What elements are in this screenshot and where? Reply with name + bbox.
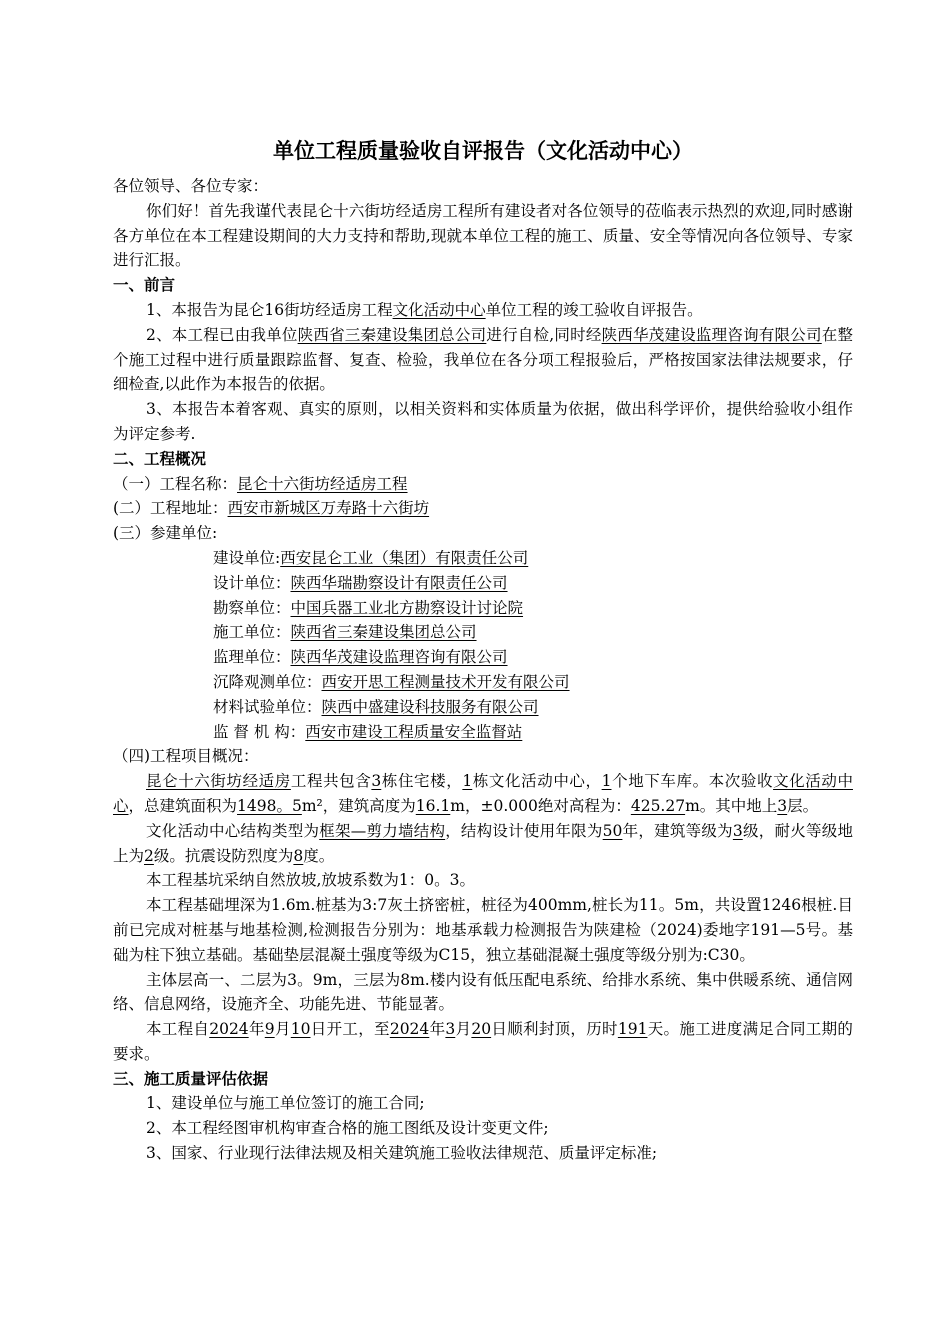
unit-row: 沉降观测单位：西安开思工程测量技术开发有限公司 bbox=[213, 672, 570, 691]
section2-heading: 二、工程概况 bbox=[113, 449, 207, 468]
section1-heading: 一、前言 bbox=[113, 276, 176, 295]
overview-paragraph-5: 主体层高一、二层为3。9m，三层为8m.楼内设有低压配电系统、给排水系统、集中供暖系统、通信网络、信息网络，设施齐全、功能先进、节能显著。 bbox=[113, 970, 853, 1014]
section1-item-1: 1、本报告为昆仑16街坊经适房工程文化活动中心单位工程的竣工验收自评报告。 bbox=[146, 300, 703, 319]
overview-paragraph-3: 本工程基坑采纳自然放坡,放坡系数为1：0。3。 bbox=[146, 871, 476, 890]
project-name: （一）工程名称：昆仑十六街坊经适房工程 bbox=[113, 474, 408, 493]
project-address: (二）工程地址：西安市新城区万寿路十六街坊 bbox=[113, 499, 430, 518]
unit-row: 施工单位：陕西省三秦建设集团总公司 bbox=[213, 623, 477, 642]
unit-row: 建设单位:西安昆仑工业（集团）有限责任公司 bbox=[213, 548, 529, 567]
section1-item-2: 2、本工程已由我单位陕西省三秦建设集团总公司进行自检,同时经陕西华茂建设监理咨询有限公司在整个施工过程中进行质量跟踪监督、复查、检验，我单位在各分项工程报验后，严格按国家法律法规要求，仔细检查,以此作为本报告的依据。 bbox=[113, 325, 853, 394]
overview-paragraph-4: 本工程基础埋深为1.6m.桩基为3:7灰土挤密桩，桩径为400mm,桩长为11。5m，共设置1246根桩.目前已完成对桩基与地基检测,检测报告分别为：地基承载力检测报告为陕建检（2024)委地字191—5号。基础为柱下独立基础。基础垫层混凝土强度等级为C15，独立基础混凝土强度等级分别为:C30。 bbox=[113, 896, 853, 964]
section1-item-3: 3、本报告本着客观、真实的原则，以相关资料和实体质量为依据，做出科学评价，提供给验收小组作为评定参考. bbox=[113, 400, 853, 443]
unit-row: 勘察单位：中国兵器工业北方勘察设计讨论院 bbox=[213, 598, 524, 617]
overview-label: （四)工程项目概况： bbox=[113, 747, 259, 766]
overview-paragraph-1: 昆仑十六街坊经适房工程共包含3栋住宅楼，1栋文化活动中心，1个地下车库。本次验收文化活动中心，总建筑面积为1498。5m²，建筑高度为16.1m，±0.000绝对高程为：425.27m。其中地上3层。 bbox=[113, 772, 853, 815]
unit-row: 材料试验单位：陕西中盛建设科技服务有限公司 bbox=[213, 697, 539, 716]
section3-heading: 三、施工质量评估依据 bbox=[113, 1069, 269, 1088]
unit-row: 设计单位：陕西华瑞勘察设计有限责任公司 bbox=[213, 573, 508, 592]
unit-row: 监理单位：陕西华茂建设监理咨询有限公司 bbox=[213, 648, 508, 667]
unit-row: 监 督 机 构：西安市建设工程质量安全监督站 bbox=[213, 722, 523, 741]
page-title: 单位工程质量验收自评报告（文化活动中心） bbox=[273, 139, 693, 163]
document-page bbox=[113, 138, 853, 1166]
greeting: 各位领导、各位专家： bbox=[113, 177, 269, 195]
section3-item-2: 2、本工程经图审机构审查合格的施工图纸及设计变更文件; bbox=[146, 1119, 549, 1138]
section3-item-1: 1、建设单位与施工单位签订的施工合同; bbox=[146, 1094, 425, 1113]
section3-item-3: 3、国家、行业现行法律法规及相关建筑施工验收法律规范、质量评定标准; bbox=[146, 1144, 658, 1163]
overview-paragraph-6: 本工程自2024年9月10日开工，至2024年3月20日顺利封顶，历时191天。施工进度满足合同工期的要求。 bbox=[113, 1020, 853, 1063]
overview-paragraph-2: 文化活动中心结构类型为框架—剪力墙结构，结构设计使用年限为50年，建筑等级为3级，耐火等级地上为2级。抗震设防烈度为8度。 bbox=[113, 821, 853, 865]
intro-paragraph: 你们好！首先我谨代表昆仑十六街坊经适房工程所有建设者对各位领导的莅临表示热烈的欢迎,同时感谢各方单位在本工程建设期间的大力支持和帮助,现就本单位工程的施工、质量、安全等情况向各位领导、专家进行汇报。 bbox=[113, 201, 853, 270]
units-label: (三）参建单位: bbox=[113, 524, 218, 543]
